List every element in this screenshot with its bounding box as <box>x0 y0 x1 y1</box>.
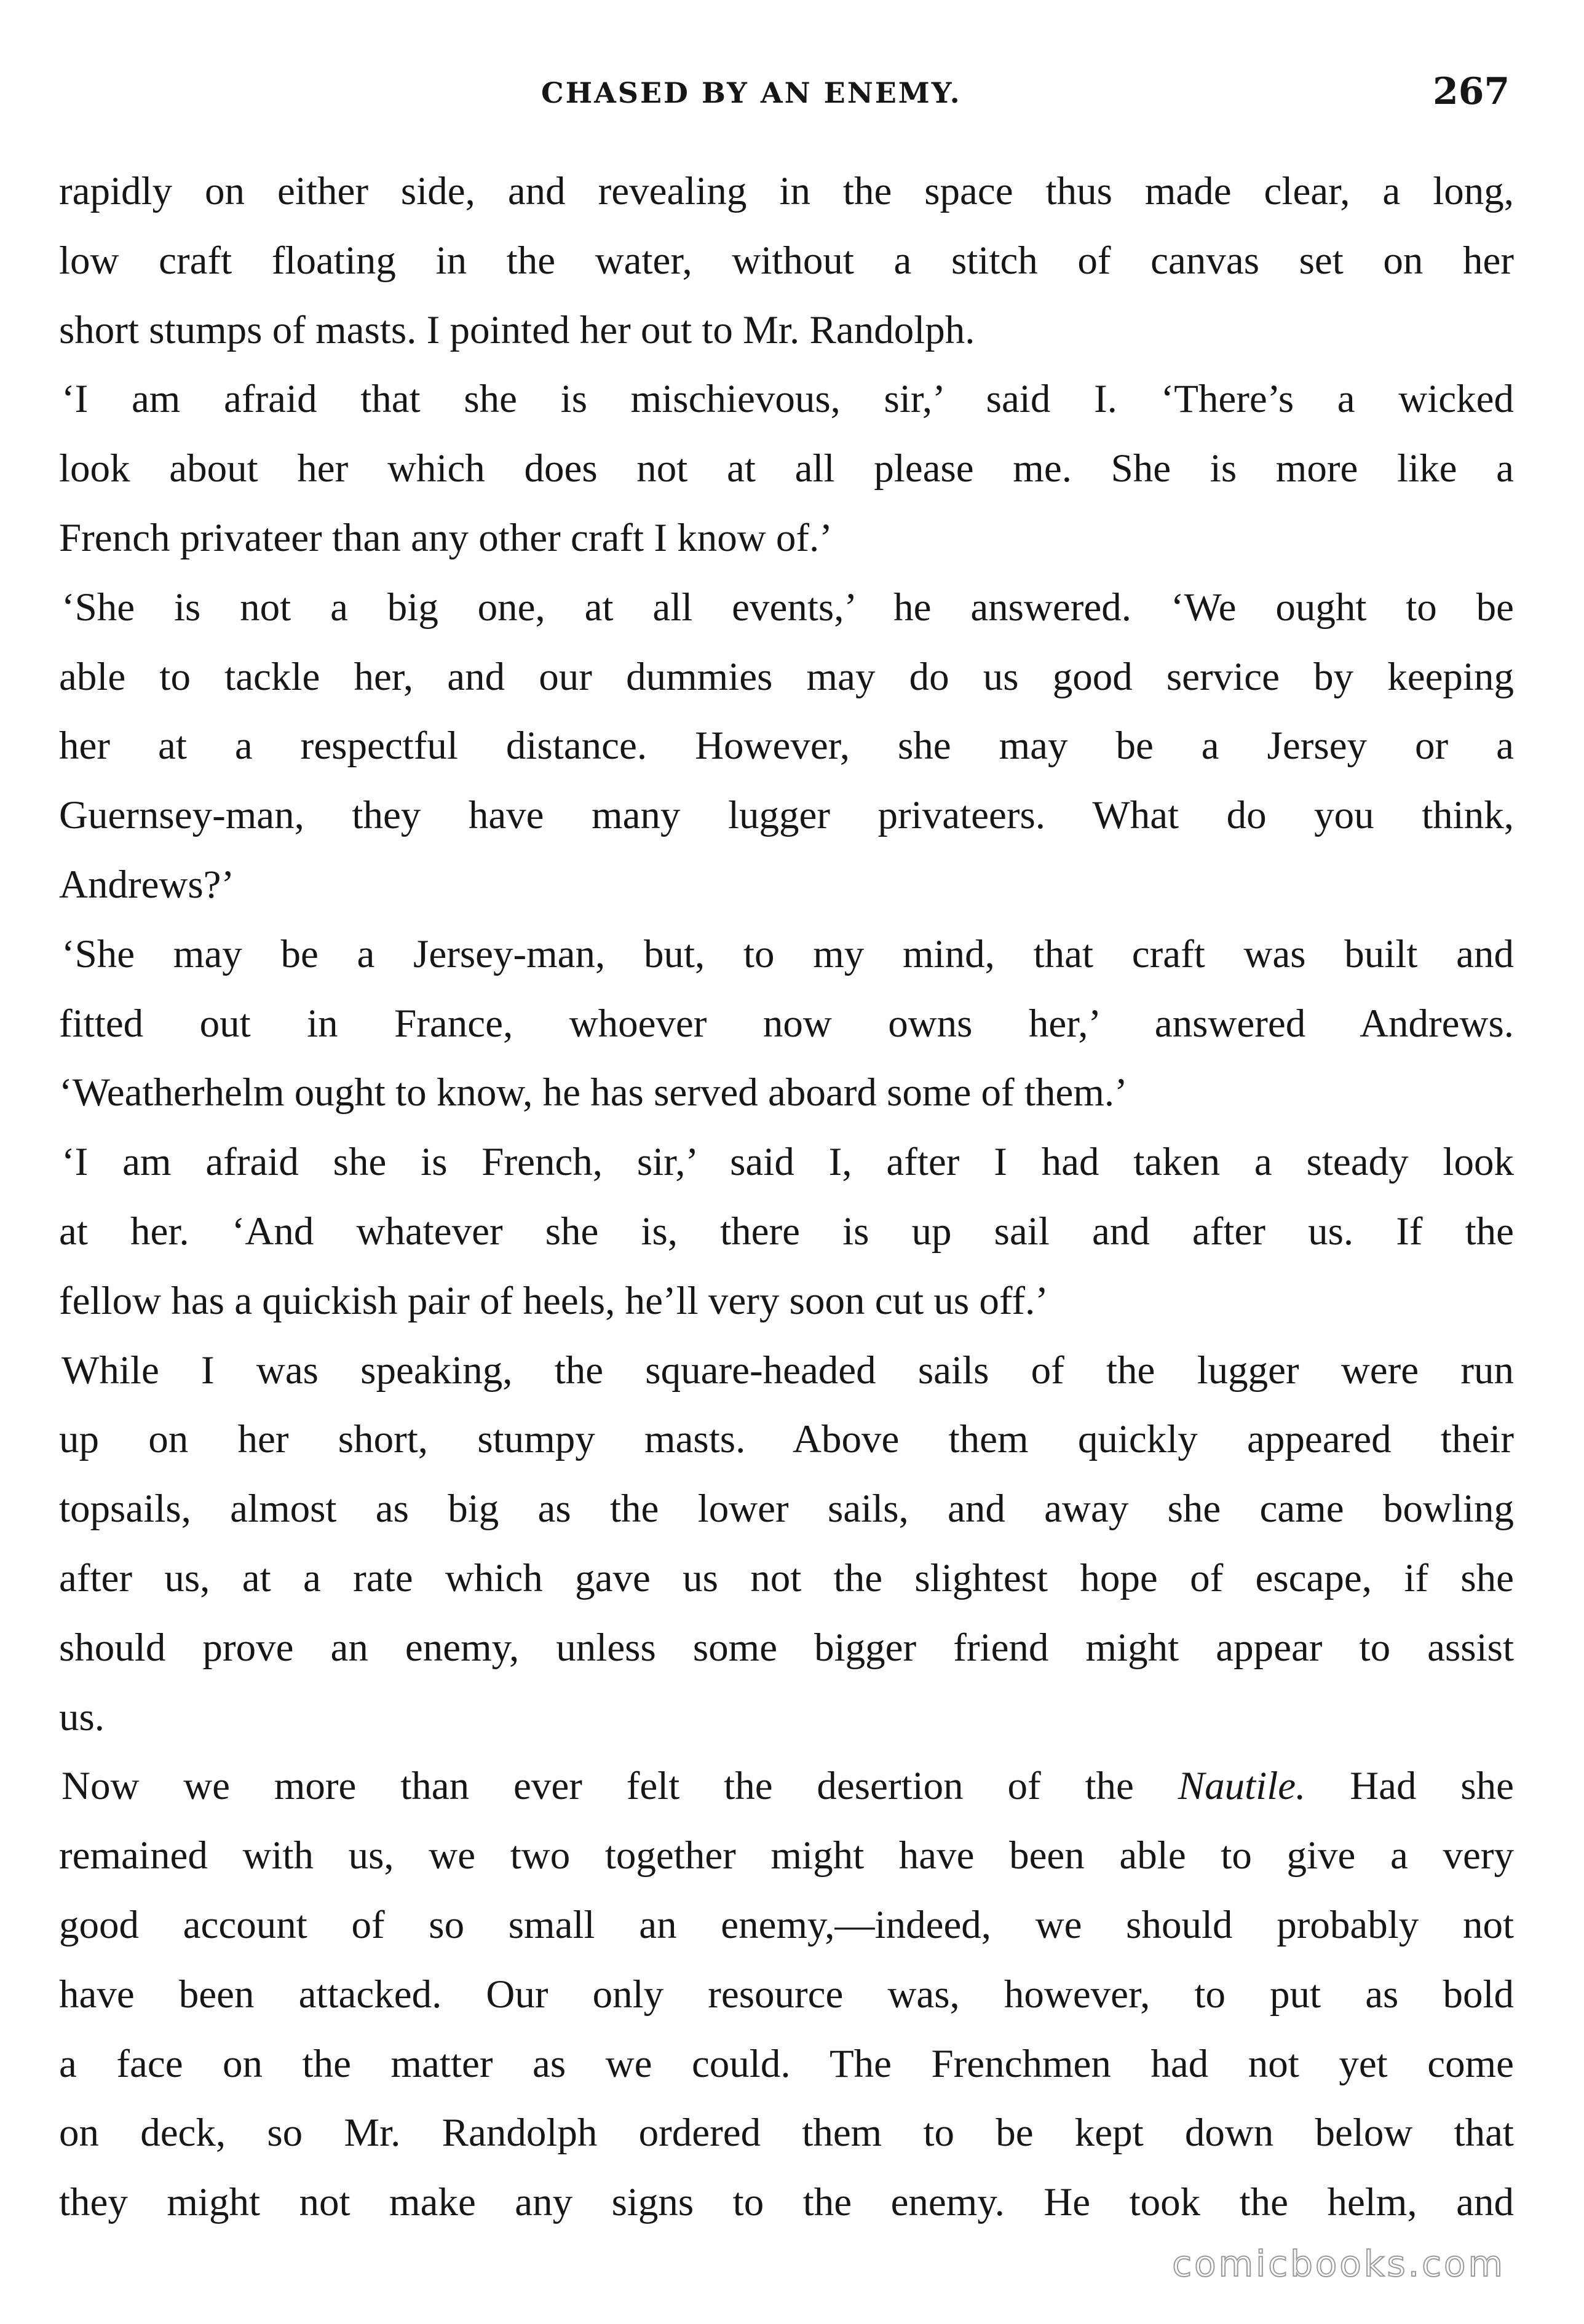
body-text <box>59 157 1514 2237</box>
text-line: ‘I am afraid she is French, sir,’ said I, after I had taken a steady look <box>61 1140 1514 1185</box>
text-line: Andrews?’ <box>59 862 235 907</box>
text-line: While I was speaking, the square-headed sails of the lugger were run <box>61 1348 1514 1393</box>
text-line: able to tackle her, and our dummies may do us good service by keeping <box>59 654 1514 699</box>
text-line: topsails, almost as big as the lower sails, and away she came bowling <box>59 1487 1514 1532</box>
text-line <box>59 1752 1514 1821</box>
text-line: up on her short, stumpy masts. Above them quickly appeared their <box>59 1417 1514 1462</box>
text-line: low craft floating in the water, without a stitch of canvas set on her <box>59 238 1514 283</box>
text-line: at her. ‘And whatever she is, there is up sail and after us. If the <box>59 1209 1514 1254</box>
text-line: on deck, so Mr. Randolph ordered them to be kept down below that <box>59 2111 1514 2156</box>
ship-name: Nautile. <box>1178 1764 1306 1809</box>
text-line: a face on the matter as we could. The Frenchmen had not yet come <box>59 2041 1514 2086</box>
running-title: CHASED BY AN ENEMY. <box>541 76 962 109</box>
text-line: after us, at a rate which gave us not the slightest hope of escape, if she <box>59 1555 1514 1600</box>
text-line: ‘I am afraid that she is mischievous, sir,’ said I. ‘There’s a wicked <box>61 377 1514 422</box>
text-line: her at a respectful distance. However, she may be a Jersey or a <box>59 724 1514 769</box>
watermark: comicbooks.com <box>1172 2243 1505 2285</box>
text-line: ‘She may be a Jersey-man, but, to my mind, that craft was built and <box>61 931 1514 976</box>
text-line: Guernsey-man, they have many lugger privateers. What do you think, <box>59 793 1514 838</box>
text-line: rapidly on either side, and revealing in the space thus made clear, a long, <box>59 169 1514 213</box>
text-line: French privateer than any other craft I know of.’ <box>59 515 833 560</box>
text-run: Now we more than ever felt the desertion of the <box>61 1764 1178 1809</box>
text-line: they might not make any signs to the enemy. He took the helm, and <box>59 2180 1514 2225</box>
text-line: look about her which does not at all please me. She is more like a <box>59 446 1514 491</box>
text-line: us. <box>59 1694 105 1739</box>
text-line: remained with us, we two together might have been able to give a very <box>59 1833 1514 1878</box>
text-line: ‘Weatherhelm ought to know, he has served aboard some of them.’ <box>59 1070 1128 1115</box>
page-number: 267 <box>1433 70 1510 113</box>
text-line: ‘She is not a big one, at all events,’ he answered. ‘We ought to be <box>61 585 1514 630</box>
text-line: should prove an enemy, unless some bigger friend might appear to assist <box>59 1625 1514 1670</box>
text-line: fitted out in France, whoever now owns her,’ answered Andrews. <box>59 1001 1514 1046</box>
running-head <box>0 70 1584 122</box>
text-line: good account of so small an enemy,—indeed, we should probably not <box>59 1902 1514 1947</box>
text-line: fellow has a quickish pair of heels, he’ll very soon cut us off.’ <box>59 1278 1048 1323</box>
text-run: Had she <box>1305 1764 1514 1809</box>
text-line: have been attacked. Our only resource was, however, to put as bold <box>59 1972 1514 2017</box>
text-line: short stumps of masts. I pointed her out to Mr. Randolph. <box>59 307 975 352</box>
